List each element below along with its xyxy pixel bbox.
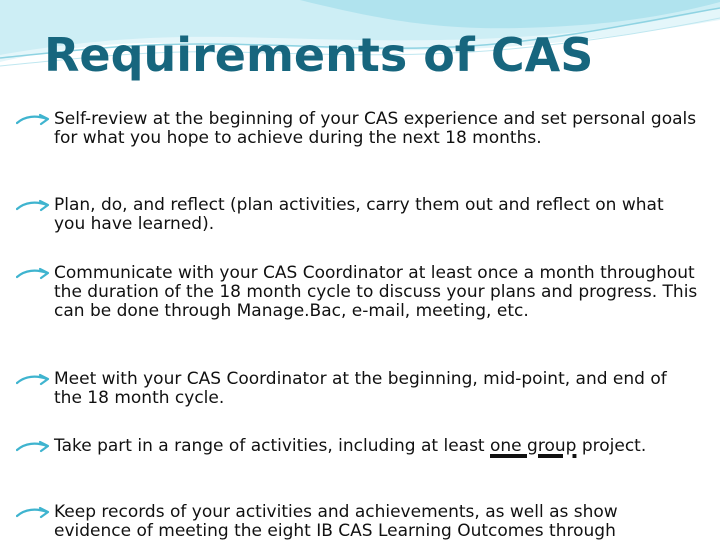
underlined-emphasis: one group bbox=[490, 436, 577, 456]
bullet-text: Meet with your CAS Coordinator at the beginning, mid-point, and end of the 18 month cycle. bbox=[54, 369, 667, 408]
swoosh-arrow-icon bbox=[16, 440, 50, 454]
bullet-item bbox=[54, 503, 700, 541]
bullet-text bbox=[54, 437, 700, 456]
bullet-item bbox=[54, 264, 700, 321]
bullet-text-after: project. bbox=[576, 436, 647, 456]
bullet-text: Keep records of your activities and achievements, as well as show evidence of meeting the eight IB CAS Learning Outcomes through bbox=[54, 502, 618, 541]
bullet-item bbox=[54, 437, 700, 456]
bullet-item bbox=[54, 110, 700, 148]
swoosh-arrow-icon bbox=[16, 373, 50, 387]
swoosh-arrow-icon bbox=[16, 113, 50, 127]
bullet-text-before: Take part in a range of activities, including at least bbox=[54, 436, 490, 456]
swoosh-arrow-icon bbox=[16, 267, 50, 281]
bullet-item bbox=[54, 370, 700, 408]
bullet-item bbox=[54, 196, 700, 234]
bullet-text: Plan, do, and reflect (plan activities, carry them out and reflect on what you have learned). bbox=[54, 195, 664, 234]
slide-title: Requirements of CAS bbox=[44, 28, 594, 82]
swoosh-arrow-icon bbox=[16, 199, 50, 213]
bullet-text: Communicate with your CAS Coordinator at least once a month throughout the duration of the 18 month cycle to discuss your plans and progress. This can be done through Manage.Bac, e-mail, meeting, etc. bbox=[54, 263, 698, 321]
swoosh-arrow-icon bbox=[16, 506, 50, 520]
bullet-text: Self-review at the beginning of your CAS experience and set personal goals for what you hope to achieve during the next 18 months. bbox=[54, 109, 697, 148]
